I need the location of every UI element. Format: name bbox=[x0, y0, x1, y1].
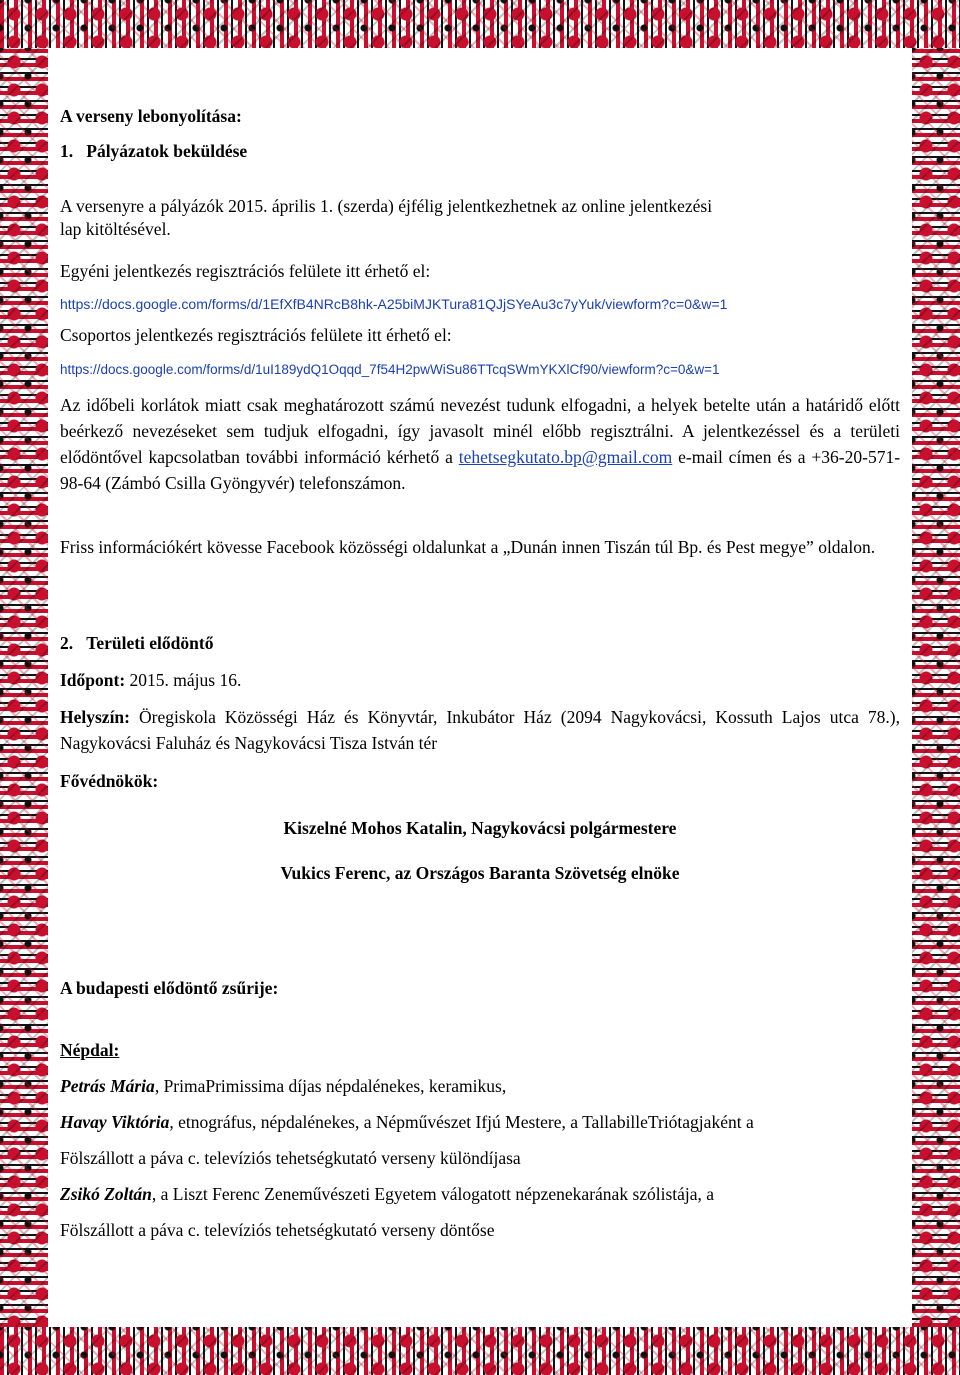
section2-number: 2. bbox=[60, 633, 74, 653]
jury-member-name: Zsikó Zoltán bbox=[60, 1184, 152, 1204]
limits-text-after: e-mail címen és a +36-20-571-98-64 (Zámbó Csilla Gyöngyvér) telefonszámon. bbox=[60, 447, 901, 493]
group-registration-link[interactable]: https://docs.google.com/forms/d/1uI189ydQ1Oqqd_7f54H2pwWiSu86TTcqSWmYKXlCf90/viewform?c=0&w=1 bbox=[60, 362, 720, 377]
jury-member-1 bbox=[60, 1073, 506, 1099]
jury-member-2-cont: Fölszállott a páva c. televíziós tehetségkutató verseny különdíjasa bbox=[60, 1148, 521, 1168]
folk-border-right bbox=[912, 48, 960, 1327]
venue-label: Helyszín: bbox=[60, 707, 130, 727]
jury-category-folksong: Népdal: bbox=[60, 1040, 120, 1060]
group-registration-label: Csoportos jelentkezés regisztrációs felülete itt érhető el: bbox=[60, 325, 452, 345]
section1-title bbox=[60, 138, 247, 164]
date-value: 2015. május 16. bbox=[129, 670, 242, 690]
jury-member-desc: , a Liszt Ferenc Zeneművészeti Egyetem válogatott népzenekarának szólistája, a bbox=[151, 1184, 715, 1204]
page-heading: A verseny lebonyolítása: bbox=[60, 106, 242, 126]
limits-paragraph bbox=[60, 392, 900, 496]
jury-heading: A budapesti elődöntő zsűrije: bbox=[60, 978, 279, 998]
section2-title-text: Területi elődöntő bbox=[86, 633, 214, 653]
individual-registration-label: Egyéni jelentkezés regisztrációs felülete itt érhető el: bbox=[60, 261, 431, 281]
folk-border-top bbox=[0, 0, 960, 48]
limits-text: Az időbeli korlátok miatt csak meghatározott számú nevezést tudunk elfogadni, a helyek betelte után a határidő előtt beérkező nevezéseket sem tudjuk elfogadni, így javasolt minél előbb regisztrálni. A jelentkezéssel és a területi elődöntővel kapcsolatban további információ kérhető a bbox=[60, 395, 900, 467]
folk-border-left bbox=[0, 48, 48, 1327]
jury-member-name: Petrás Mária bbox=[60, 1076, 155, 1096]
section1-number: 1. bbox=[60, 141, 74, 161]
email-link[interactable]: tehetsegkutato.bp@gmail.com bbox=[458, 447, 673, 467]
facebook-paragraph: Friss információkért kövesse Facebook közösségi oldalunkat a „Dunán innen Tiszán túl Bp. és Pest megye” oldalon. bbox=[60, 537, 876, 557]
folk-border-bottom bbox=[0, 1327, 960, 1375]
venue-paragraph bbox=[60, 704, 900, 756]
jury-member-3-cont: Fölszállott a páva c. televíziós tehetségkutató verseny döntőse bbox=[60, 1220, 495, 1240]
jury-member-2 bbox=[60, 1109, 754, 1135]
jury-member-desc: , etnográfus, népdalénekes, a Népművészet Ifjú Mestere, a TallabilleTriótagjaként a bbox=[169, 1112, 754, 1132]
jury-member-3 bbox=[60, 1181, 714, 1207]
section2-title bbox=[60, 630, 213, 656]
venue-value: Öregiskola Közösségi Ház és Könyvtár, Inkubátor Ház (2094 Nagykovácsi, Kossuth Lajos utca 78.), Nagykovácsi Faluház és Nagykovácsi Tisza István tér bbox=[60, 707, 900, 753]
intro-line-1: A versenyre a pályázók 2015. április 1. (szerda) éjfélig jelentkezhetnek az online jelentkezési bbox=[60, 196, 713, 216]
section1-title-text: Pályázatok beküldése bbox=[86, 141, 248, 161]
jury-member-desc: , PrimaPrimissima díjas népdalénekes, keramikus, bbox=[154, 1076, 507, 1096]
date-label: Időpont: bbox=[60, 670, 126, 690]
patron-1: Kiszelné Mohos Katalin, Nagykovácsi polgármestere bbox=[283, 818, 677, 838]
patron-2: Vukics Ferenc, az Országos Baranta Szövetség elnöke bbox=[280, 863, 680, 883]
patrons-label: Fővédnökök: bbox=[60, 771, 159, 791]
jury-member-name: Havay Viktória bbox=[60, 1112, 170, 1132]
date-line bbox=[60, 667, 241, 693]
individual-registration-link[interactable]: https://docs.google.com/forms/d/1EfXfB4NRcB8hk-A25biMJKTura81QJjSYeAu3c7yYuk/viewform?c=0&w=1 bbox=[60, 296, 728, 312]
intro-line-2: lap kitöltésével. bbox=[60, 219, 171, 239]
